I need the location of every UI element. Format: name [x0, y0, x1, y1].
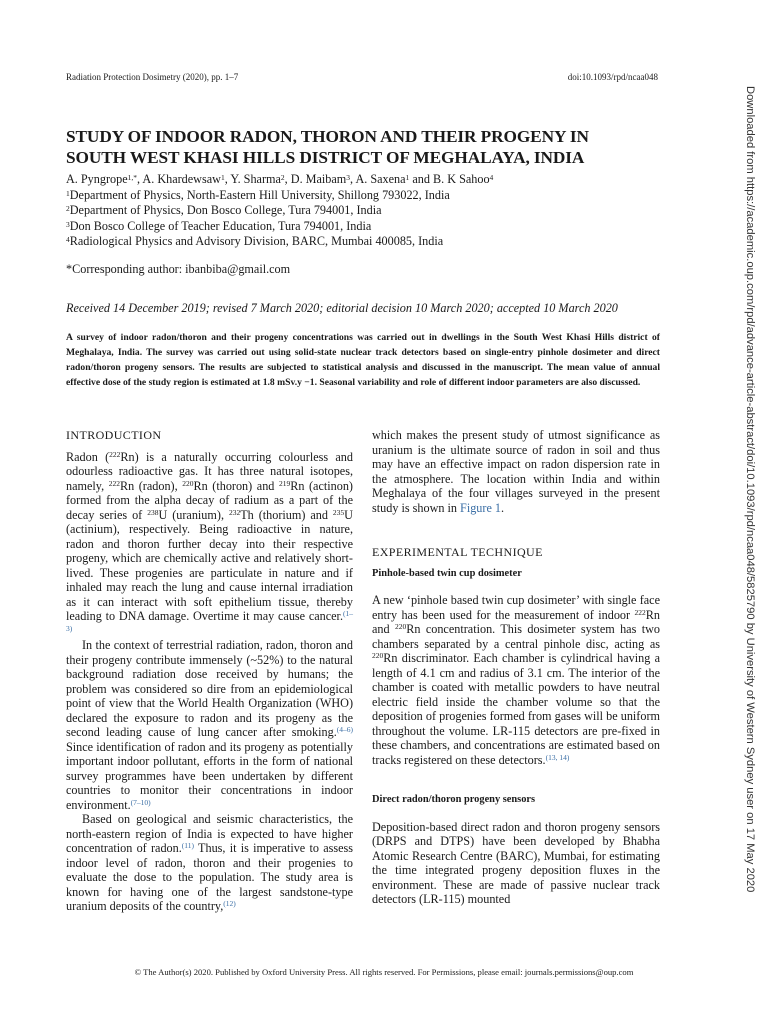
affiliation [66, 219, 493, 235]
affiliation-text: Don Bosco College of Teacher Education, Tura 794001, India [69, 218, 372, 233]
isotope-sup: 219 [278, 478, 291, 488]
section-heading-introduction: INTRODUCTION [66, 428, 162, 442]
subsection-heading-pinhole: Pinhole-based twin cup dosimeter [372, 567, 522, 579]
affiliation [66, 188, 493, 204]
isotope-sup: 220 [182, 478, 194, 488]
text-run: In the context of terrestrial radiation, radon, thoron and their progeny contribute immensely (~52%) to the natural background radiation dose received by humans; the problem was considered so dire from an epidemiological point of view that the World Health Organization (WHO) declared the exposure to radon and its progeny as the second leading cause of lung cancer after smoking. [66, 638, 353, 739]
subsection-heading-direct: Direct radon/thoron progeny sensors [372, 794, 536, 805]
author-sup: 1,* [127, 173, 137, 182]
text-run: . [501, 500, 505, 515]
affiliation-sup: 3 [66, 219, 70, 229]
text-run: Rn discriminator. Each chamber is cylindrical having a length of 4.1 cm and radius of 3.1 cm. The interior of the chamber is coated with metallic powders to have neutral electric field inside the chamber volume so that the deposition of progenies formed from gases will be uniform throughout the volume. LR-115 detectors are pre-fixed in these chambers, and concentrations are estimated based on tracks registered on these detectors. [372, 651, 660, 767]
publication-dates: Received 14 December 2019; revised 7 March 2020; editorial decision 10 March 2020; accepted 10 March 2020 [66, 301, 618, 315]
author: B. K Sahoo [433, 172, 490, 186]
text-run: Radon ( [66, 449, 110, 464]
citation-link[interactable]: (12) [223, 899, 236, 908]
author: A. Pyngrope [66, 172, 128, 186]
author: A. Khardewsaw [142, 172, 221, 186]
text-run: Rn (radon), [119, 478, 183, 493]
intro-paragraph-3-continued [372, 428, 660, 515]
isotope-sup: 232 [228, 507, 241, 517]
citation-link[interactable]: (13, 14) [545, 752, 570, 762]
citation-link[interactable]: (4–6) [336, 725, 353, 734]
isotope-sup: 220 [394, 622, 407, 631]
title-line-1: STUDY OF INDOOR RADON, THORON AND THEIR PROGENY IN [66, 127, 589, 146]
author: A. Saxena [355, 172, 406, 186]
pinhole-paragraph [372, 593, 660, 767]
section-heading-experimental: EXPERIMENTAL TECHNIQUE [372, 545, 543, 559]
author: Y. Sharma [230, 172, 281, 186]
citation-link[interactable]: (1–3) [66, 609, 353, 633]
citation-link[interactable]: (7–10) [130, 797, 151, 807]
affiliation-text: Department of Physics, Don Bosco College, Tura 794001, India [69, 203, 382, 218]
author: D. Maibam [290, 172, 347, 186]
figure-1-link[interactable]: Figure 1 [460, 500, 502, 515]
copyright-footer: © The Author(s) 2020. Published by Oxford University Press. All rights reserved. For Permissions, please email: journals.permissions@oup.com [134, 967, 634, 977]
left-column [66, 428, 353, 914]
download-note-text: Downloaded from https://academic.oup.com/rpd/advance-article-abstract/doi/10.1093/rpd/ncaa048/5825790 by University of Western Sydney user on 17 May 2020 [744, 86, 756, 893]
text-run: Since identification of radon and its progeny as potentially important indoor pollutant, efforts in the form of national survey programmes have been undertaken by different countries to monitor their concentrations in indoor environment. [66, 739, 353, 812]
affiliation-text: Radiological Physics and Advisory Division, BARC, Mumbai 400085, India [69, 234, 444, 249]
right-column [372, 428, 660, 907]
text-run: Thus, it is imperative to assess indoor level of radon, thoron and their progenies to evaluate the dose to the population. The study area is known for having one of the largest sandstone-type uranium deposits of the country, [66, 841, 353, 913]
text-run: Rn and [372, 607, 660, 636]
citation-link[interactable]: (11) [181, 841, 194, 850]
isotope-sup: 238 [147, 507, 159, 517]
text-run: U (uranium), [158, 507, 229, 522]
intro-paragraph-2 [66, 638, 353, 812]
text-run: Th (thorium) and [240, 507, 333, 522]
corresponding-author: *Corresponding author: ibanbiba@gmail.com [66, 262, 291, 276]
text-run: Rn (thoron) and [193, 478, 279, 493]
direct-sensors-paragraph: Deposition-based direct radon and thoron progeny sensors (DRPS and DTPS) have been developed by Bhabha Atomic Research Centre (BARC), Mumbai, for estimating the time integrated progeny deposition fluxes in the environment. These are made of passive nuclear track detectors (LR-115) mounted [372, 819, 660, 906]
author-block [66, 172, 493, 250]
intro-paragraph-3 [66, 812, 353, 914]
paper-title [66, 126, 676, 168]
doi: doi:10.1093/rpd/ncaa048 [567, 72, 658, 82]
author-sup: 3 [346, 173, 351, 182]
journal-header: Radiation Protection Dosimetry (2020), pp. 1–7 [66, 72, 239, 82]
text-run: A new ‘pinhole based twin cup dosimeter’ with single face entry has been used for the measurement of indoor [372, 593, 660, 622]
text-run: which makes the present study of utmost significance as uranium is the ultimate source of radon in soil and thus may have an effective impact on radon dispersion rate in the atmosphere. The location within India and within Meghalaya of the four villages surveyed in the present study is shown in [372, 428, 660, 515]
isotope-sup: 220 [372, 651, 384, 660]
affiliation-sup: 4 [66, 235, 70, 245]
isotope-sup: 222 [108, 478, 120, 488]
affiliation-sup: 2 [66, 204, 70, 214]
affiliation-sup: 1 [66, 188, 70, 198]
text-run: Rn) is a naturally occurring colourless and odourless radioactive gas. It has three natural isotopes, namely, [66, 449, 353, 493]
text-run: Rn (actinon) formed from the alpha decay of radium as a part of the decay series of [66, 478, 353, 522]
affiliation [66, 203, 493, 219]
author-sup: 1 [220, 173, 225, 182]
isotope-sup: 235 [332, 507, 345, 517]
affiliation-text: Department of Physics, North-Eastern Hill University, Shillong 793022, India [69, 187, 450, 202]
intro-paragraph-1 [66, 450, 353, 639]
text-run: Based on geological and seismic characteristics, the north-eastern region of India is expected to have higher concentration of radon. [66, 812, 353, 855]
author-sup: 2 [280, 173, 285, 182]
affiliation [66, 234, 493, 250]
author-list: A. Pyngrope$^{1,*}$, A. Khardewsaw$^1$, Y. Sharma$^2$, D. Maibam$^3$, A. Saxena$^1$ and B. K Sahoo$^4$ [66, 172, 494, 186]
isotope-sup: 222 [109, 449, 121, 459]
author-sup: 1 [405, 173, 410, 182]
isotope-sup: 222 [634, 607, 646, 617]
abstract: A survey of indoor radon/thoron and their progeny concentrations was carried out in dwellings in the South West Khasi Hills district of Meghalaya, India. The survey was carried out using solid-state nuclear track detectors based on single-entry pinhole dosimeter and direct radon/thoron progeny sensors. The results are subjected to statistical analysis and discussed in the manuscript. The mean value of annual effective dose of the study region is estimated at 1.8 mSv.y −1. Seasonal variability and role of different indoor parameters are also discussed. [66, 332, 660, 388]
text-run: U (actinium), respectively. Being radioactive in nature, radon and thoron further decay into their respective progeny, which are chemically active and relatively short-lived. These progenies are particulate in nature and if inhaled may reach the lung and cause internal irradiation as it can interact with soft epithelium tissue, thereby leading to DNA damage. Overtime it may cause cancer. [66, 507, 353, 623]
title-line-2: SOUTH WEST KHASI HILLS DISTRICT OF MEGHALAYA, INDIA [66, 148, 585, 167]
download-note [744, 86, 756, 942]
author-sup: 4 [489, 173, 494, 182]
text-run: Rn concentration. This dosimeter system has two chambers separated by a central pinhole disc, acting as [372, 622, 660, 651]
